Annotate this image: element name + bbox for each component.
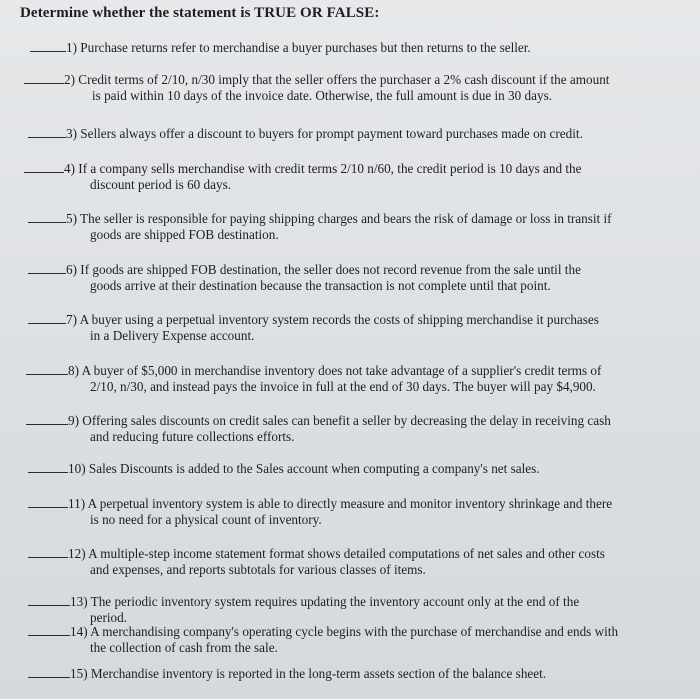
question-text: The periodic inventory system requires updating the inventory account only at the end of the	[90, 594, 580, 609]
question-text: Offering sales discounts on credit sales can benefit a seller by decreasing the delay in receiving cash	[82, 413, 611, 428]
answer-blank[interactable]	[24, 72, 64, 84]
question-number: 4)	[64, 161, 79, 176]
answer-blank[interactable]	[26, 413, 68, 425]
question-item	[28, 546, 605, 578]
question-item	[26, 363, 601, 395]
question-text-continued: is paid within 10 days of the invoice date. Otherwise, the full amount is due in 30 days.	[92, 88, 553, 103]
question-text-continued: 2/10, n/30, and instead pays the invoice in full at the end of 30 days. The buyer will pay $4,900.	[90, 379, 596, 394]
question-number: 3)	[66, 126, 81, 141]
answer-blank[interactable]	[24, 161, 64, 173]
question-text-continued: and reducing future collections efforts.	[90, 429, 295, 444]
question-text-continued: period.	[90, 610, 127, 625]
question-number: 1)	[66, 40, 81, 55]
answer-blank[interactable]	[28, 211, 66, 223]
question-text: If a company sells merchandise with credit terms 2/10 n/60, the credit period is 10 days and the	[78, 161, 582, 176]
question-text: The seller is responsible for paying shipping charges and bears the risk of damage or loss in transit if	[80, 211, 612, 226]
question-text: If goods are shipped FOB destination, the seller does not record revenue from the sale until the	[80, 262, 581, 277]
question-item	[28, 496, 612, 528]
answer-blank[interactable]	[28, 666, 70, 678]
question-number: 13)	[70, 594, 91, 609]
question-item	[28, 126, 583, 142]
question-number: 11)	[68, 496, 88, 511]
question-text: Merchandise inventory is reported in the long-term assets section of the balance sheet.	[90, 666, 547, 681]
question-item	[26, 413, 611, 445]
question-number: 9)	[68, 413, 83, 428]
question-item	[24, 161, 581, 193]
answer-blank[interactable]	[28, 546, 68, 558]
answer-blank[interactable]	[28, 262, 66, 274]
question-item	[28, 211, 612, 243]
question-text: A buyer using a perpetual inventory system records the costs of shipping merchandise it purchases	[79, 312, 599, 327]
answer-blank[interactable]	[28, 312, 66, 324]
question-number: 7)	[66, 312, 80, 327]
question-number: 5)	[66, 211, 81, 226]
question-text: A merchandising company's operating cycle begins with the purchase of merchandise and ends with	[90, 624, 619, 639]
question-item	[24, 72, 609, 104]
question-number: 8)	[68, 363, 82, 378]
page-heading: Determine whether the statement is TRUE OR FALSE:	[20, 5, 380, 21]
question-item	[28, 624, 618, 656]
question-item	[28, 461, 540, 477]
question-number: 14)	[70, 624, 91, 639]
question-text-continued: goods arrive at their destination because the transaction is not complete until that point.	[90, 278, 551, 293]
question-item	[28, 594, 579, 626]
question-number: 15)	[70, 666, 91, 681]
answer-blank[interactable]	[28, 461, 68, 473]
question-number: 6)	[66, 262, 81, 277]
question-text-continued: discount period is 60 days.	[90, 177, 232, 192]
question-text: Sellers always offer a discount to buyers for prompt payment toward purchases made on credit.	[80, 126, 583, 141]
question-text: Credit terms of 2/10, n/30 imply that the seller offers the purchaser a 2% cash discount if the amount	[78, 72, 610, 87]
question-item	[28, 312, 599, 344]
question-item	[30, 40, 531, 56]
question-text-continued: in a Delivery Expense account.	[90, 328, 255, 343]
answer-blank[interactable]	[26, 363, 68, 375]
answer-blank[interactable]	[28, 624, 70, 636]
question-number: 12)	[68, 546, 89, 561]
question-item	[28, 262, 581, 294]
question-text: Sales Discounts is added to the Sales account when computing a company's net sales.	[88, 461, 540, 476]
question-number: 10)	[68, 461, 89, 476]
question-text: A perpetual inventory system is able to directly measure and monitor inventory shrinkage and there	[87, 496, 613, 511]
answer-blank[interactable]	[28, 126, 66, 138]
question-text-continued: the collection of cash from the sale.	[90, 640, 278, 655]
answer-blank[interactable]	[28, 496, 68, 508]
question-text: Purchase returns refer to merchandise a buyer purchases but then returns to the seller.	[80, 40, 531, 55]
answer-blank[interactable]	[30, 40, 66, 52]
question-text-continued: is no need for a physical count of inventory.	[90, 512, 322, 527]
question-text-continued: goods are shipped FOB destination.	[90, 227, 279, 242]
question-text: A multiple-step income statement format shows detailed computations of net sales and other costs	[88, 546, 605, 561]
question-text: A buyer of $5,000 in merchandise inventory does not take advantage of a supplier's credit terms of	[81, 363, 602, 378]
question-number: 2)	[64, 72, 79, 87]
question-item	[28, 666, 546, 682]
question-text-continued: and expenses, and reports subtotals for various classes of items.	[90, 562, 426, 577]
answer-blank[interactable]	[28, 594, 70, 606]
